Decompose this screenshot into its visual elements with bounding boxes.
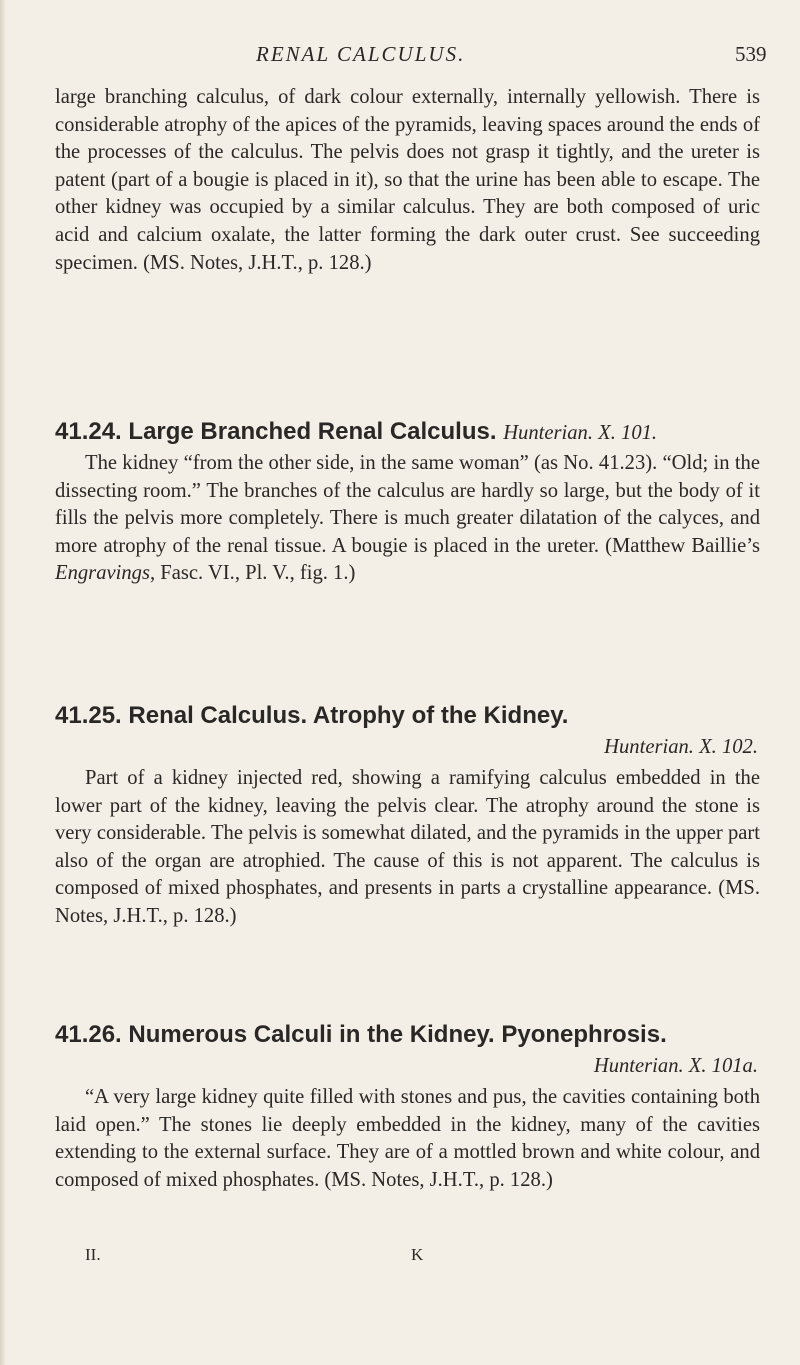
scan-edge-shadow — [0, 0, 6, 1365]
entry-text-41-26: “A very large kidney quite filled with stones and pus, the cavities containing both laid open.” The stones lie deeply embedded in the kidney, many of the cavities extending to the external surface. They are of a mottled brown and white colour, and composed of mixed phosphates. (MS. Notes, J.H.T., p. 128.) — [55, 1086, 760, 1191]
entry-source: Hunterian. X. 101. — [503, 422, 658, 444]
entry-number: 41.26. — [55, 1021, 122, 1048]
entry-heading-41-25 — [55, 701, 760, 731]
entry-text-part: The kidney “from the other side, in the same woman” (as No. 41.23). “Old; in the dissecting room.” The branches of the calculus are hardly so large, but the body of it fills the pelvis more completely. There is much greater dilatation of the calyces, and more atrophy of the renal tissue. A bougie is placed in the ureter. (Matthew Baillie’s — [55, 452, 760, 557]
entry-source-41-26: Hunterian. X. 101a. — [593, 1055, 758, 1077]
entry-text-41-25: Part of a kidney injected red, showing a ramifying calculus embedded in the lower part of the kidney, leaving the pelvis clear. The atrophy around the stone is very considerable. The pelvis is somewhat dilated, and the pyramids in the upper part also of the organ are atrophied. The cause of this is not apparent. The calculus is composed of mixed phosphates, and presents in parts a crystalline appearance. (MS. Notes, J.H.T., p. 128.) — [55, 767, 760, 927]
entry-source-41-25: Hunterian. X. 102. — [604, 736, 758, 758]
page-number: 539 — [735, 42, 767, 66]
entry-number: 41.24. — [55, 418, 122, 445]
signature-volume: II. — [85, 1245, 101, 1264]
intro-paragraph: large branching calculus, of dark colour externally, internally yellowish. There is considerable atrophy of the apices of the pyramids, leaving spaces around the ends of the processes of the calculus. The pelvis does not grasp it tightly, and the ureter is patent (part of a bougie is placed in it), so that the urine has been able to escape. The other kidney was occupied by a similar calculus. They are both composed of uric acid and calcium oxalate, the latter forming the dark outer crust. See succeeding specimen. (MS. Notes, J.H.T., p. 128.) — [55, 86, 760, 274]
entry-heading-41-26 — [55, 1020, 760, 1050]
signature-mark: K — [411, 1245, 424, 1264]
entry-title: Numerous Calculi in the Kidney. Pyonephrosis. — [128, 1021, 667, 1048]
entry-title: Large Branched Renal Calculus. — [128, 418, 497, 445]
entry-text-part: , Fasc. VI., Pl. V., fig. 1.) — [149, 562, 356, 585]
entry-text-italic: Engravings — [55, 562, 150, 585]
running-title: RENAL CALCULUS. — [256, 42, 466, 66]
entry-number: 41.25. — [55, 702, 122, 729]
entry-heading-41-24 — [55, 417, 760, 448]
entry-title: Renal Calculus. Atrophy of the Kidney. — [128, 702, 569, 729]
entry-text-41-24 — [55, 450, 760, 588]
